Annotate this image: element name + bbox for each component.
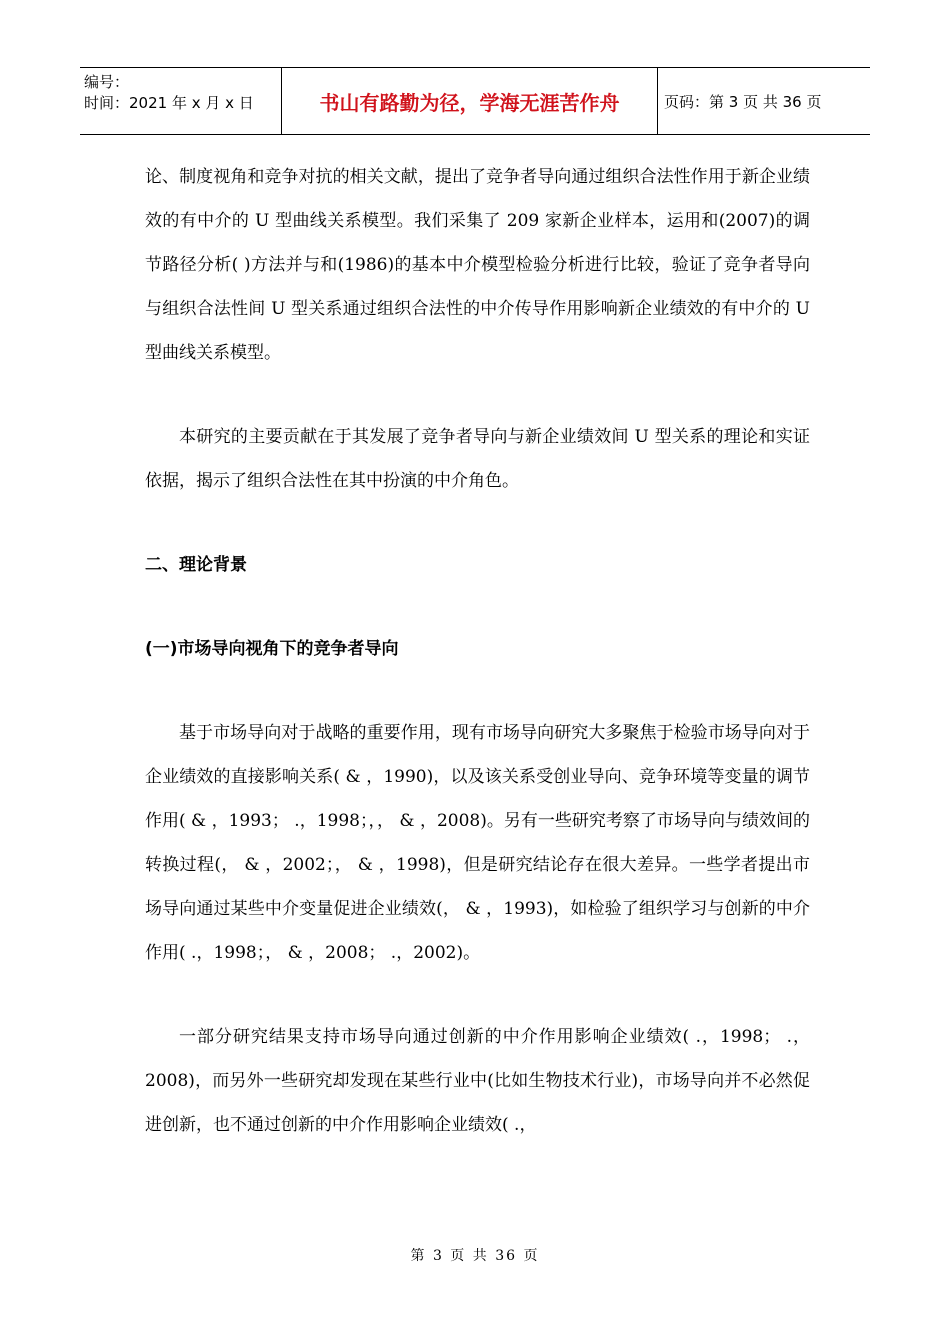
document-body xyxy=(145,155,810,1147)
paragraph-market-orientation: 基于市场导向对于战略的重要作用，现有市场导向研究大多聚焦于检验市场导向对于企业绩效的直接影响关系( & ，1990)，以及该关系受创业导向、竞争环境等变量的调节作用( & ，1993； .，1998；，， & ，2008)。另有一些研究考察了市场导向与绩效间的转换过程(， & ，2002；， & ，1998)，但是研究结论存在很大差异。一些学者提出市场导向通过某些中介变量促进企业绩效(， & ，1993)，如检验了组织学习与创新的中介作用( .，1998；， & ，2008； .，2002)。 xyxy=(145,723,810,963)
subsection-heading-market-orientation: (一)市场导向视角下的竞争者导向 xyxy=(145,639,399,659)
section-heading-theory: 二、理论背景 xyxy=(145,555,247,575)
header-motto: 书山有路勤为径，学海无涯苦作舟 xyxy=(281,68,658,134)
document-date: 时间：2021 年 x 月 x 日 xyxy=(84,94,254,112)
document-number-label: 编号： xyxy=(84,73,130,91)
page-header xyxy=(80,67,870,135)
header-page-info: 页码：第 3 页 共 36 页 xyxy=(664,92,822,111)
page-footer: 第 3 页 共 36 页 xyxy=(410,1248,540,1264)
header-meta xyxy=(80,68,281,134)
paragraph-innovation-mediation: 一部分研究结果支持市场导向通过创新的中介作用影响企业绩效( .，1998； .，2008)，而另外一些研究却发现在某些行业中(比如生物技术行业)，市场导向并不必然促进创新，也不通过创新的中介作用影响企业绩效( .， xyxy=(145,1027,810,1135)
paragraph-model-intro: 论、制度视角和竞争对抗的相关文献，提出了竞争者导向通过组织合法性作用于新企业绩效的有中介的 U 型曲线关系模型。我们采集了 209 家新企业样本，运用和(2007)的调节路径分析( )方法并与和(1986)的基本中介模型检验分析进行比较，验证了竞争者导向与组织合法性间 U 型关系通过组织合法性的中介传导作用影响新企业绩效的有中介的 U 型曲线关系模型。 xyxy=(145,167,810,363)
paragraph-contribution: 本研究的主要贡献在于其发展了竞争者导向与新企业绩效间 U 型关系的理论和实证依据，揭示了组织合法性在其中扮演的中介角色。 xyxy=(145,427,810,491)
